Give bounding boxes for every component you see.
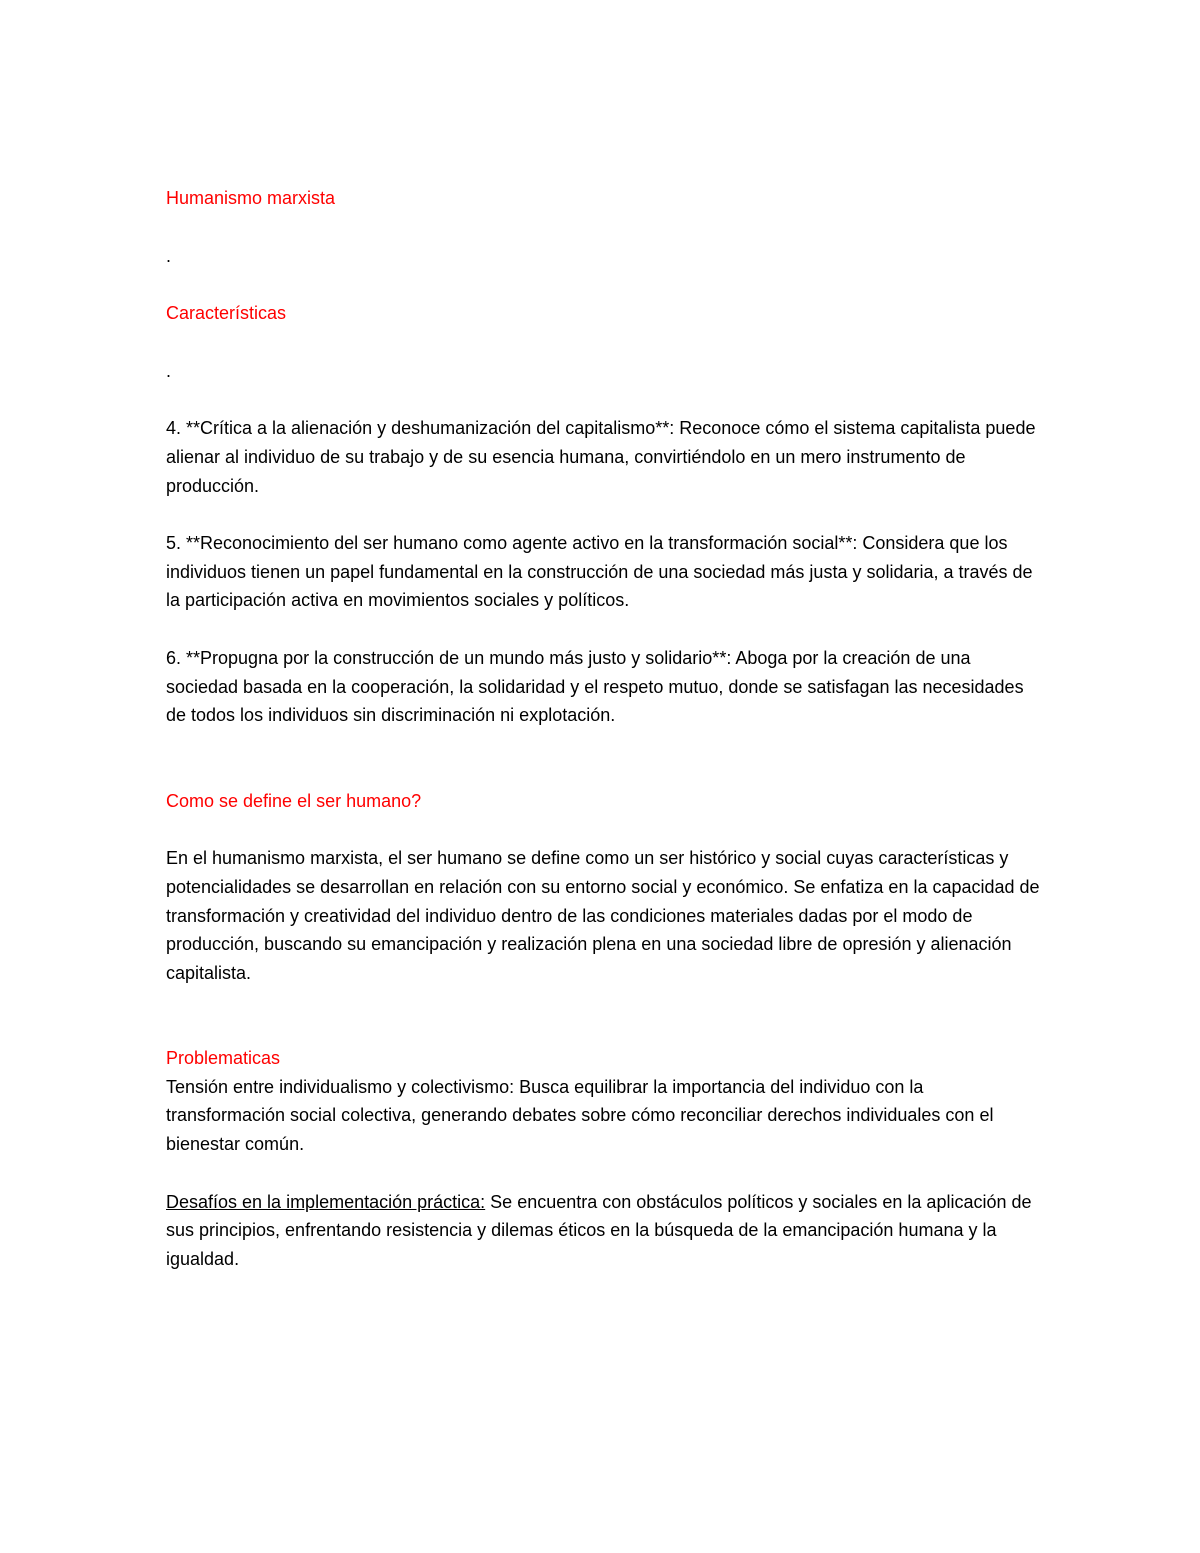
separator-dot: . — [166, 360, 172, 381]
list-item: 6. **Propugna por la construcción de un mundo más justo y solidario**: Aboga por la creación de una sociedad basada en la cooperación, la solidaridad y el respeto mutuo, donde se satisfagan las necesidades de todos los individuos sin discriminación ni explotación. — [166, 647, 1024, 726]
separator-dot: . — [166, 245, 172, 266]
list-item: 4. **Crítica a la alienación y deshumanización del capitalismo**: Reconoce cómo el sistema capitalista puede alienar al individuo de su trabajo y de su esencia humana, convirtiéndolo en un mero instrumento de producción. — [166, 418, 1036, 496]
document-body — [166, 184, 1046, 1273]
characteristics-heading: Características — [166, 303, 287, 324]
problem-label: Desafíos en la implementación práctica: — [166, 1191, 486, 1212]
problems-heading: Problematicas — [166, 1048, 281, 1069]
definition-paragraph: En el humanismo marxista, el ser humano se define como un ser histórico y social cuyas características y potencialidades se desarrollan en relación con su entorno social y económico. Se enfatiza en la capacidad de transformación y creatividad del individuo dentro de las condiciones materiales dadas por el modo de producción, buscando su emancipación y realización plena en una sociedad libre de opresión y alienación capitalista. — [166, 848, 1040, 983]
list-item: 5. **Reconocimiento del ser humano como agente activo en la transformación social**: Considera que los individuos tienen un papel fundamental en la construcción de una sociedad más justa y solidaria, a través de la participación activa en movimientos sociales y políticos. — [166, 533, 1033, 611]
document-title: Humanismo marxista — [166, 188, 336, 208]
problem-text: Se encuentra con obstáculos políticos y sociales en la aplicación de sus principios, enfrentando resistencia y dilemas éticos en la búsqueda de la emancipación humana y la igualdad. — [166, 1191, 1032, 1269]
problem-paragraph: Tensión entre individualismo y colectivismo: Busca equilibrar la importancia del individuo con la transformación social colectiva, generando debates sobre cómo reconciliar derechos individuales con el bienestar común. — [166, 1076, 994, 1155]
definition-heading: Como se define el ser humano? — [166, 790, 422, 811]
problem-paragraph — [166, 1188, 1046, 1274]
